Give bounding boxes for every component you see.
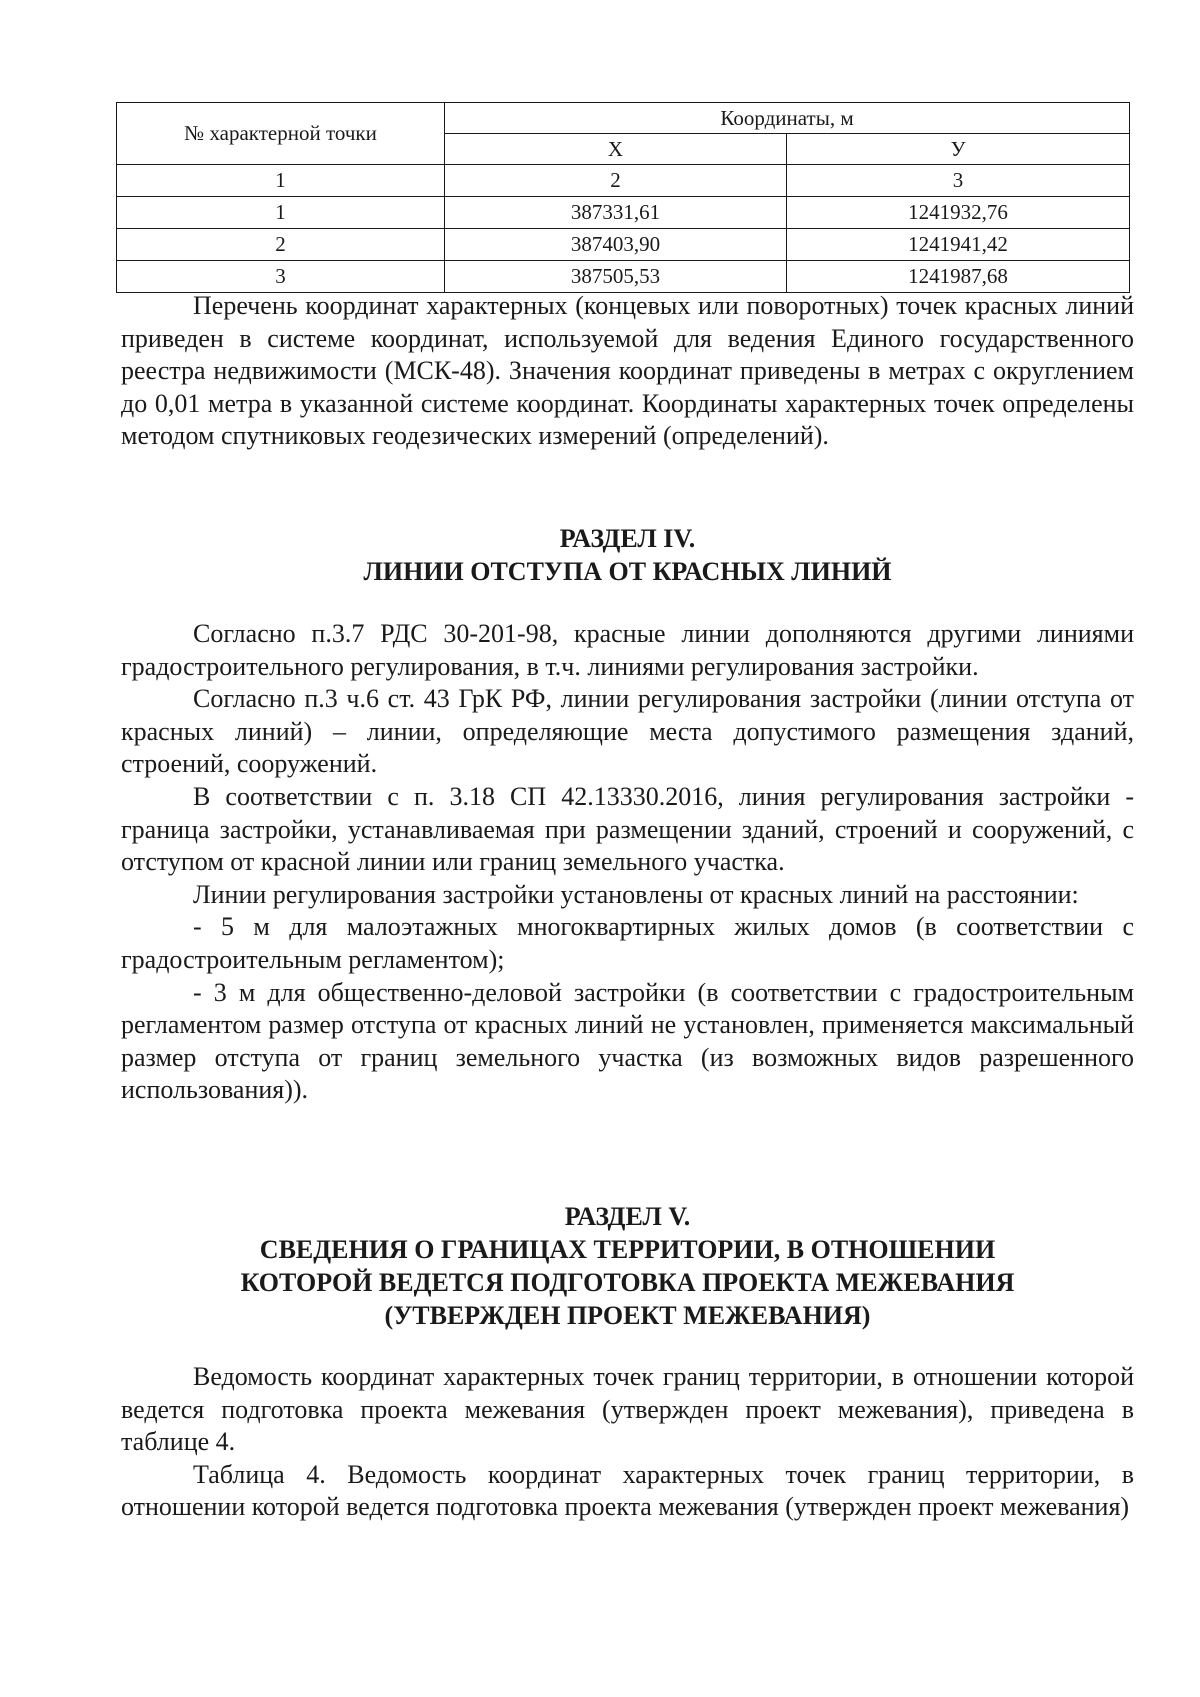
paragraph: Ведомость координат характерных точек границ территории, в отношении которой ведется подготовка проекта межевания (утвержден проект межевания), приведена в таблице 4. bbox=[121, 1362, 1134, 1457]
list-item: - 3 м для общественно-деловой застройки (в соответствии с градостроительным регламентом размер отступа от красных линий не установлен, применяется максимальный размер отступа от границ земельного участка (из возможных видов разрешенного использования)). bbox=[121, 977, 1134, 1105]
table-caption: Таблица 4. Ведомость координат характерных точек границ территории, в отношении которой ведется подготовка проекта межевания (утвержден проект межевания) bbox=[121, 1459, 1134, 1522]
section4-body bbox=[121, 618, 1134, 1107]
section4-heading bbox=[121, 522, 1134, 588]
x-value: 387403,90 bbox=[445, 229, 787, 261]
x-value: 387505,53 bbox=[445, 261, 787, 293]
point-number: 2 bbox=[117, 229, 445, 261]
intro-paragraph: Перечень координат характерных (концевых или поворотных) точек красных линий приведен в системе координат, используемой для ведения Единого государственного реестра недвижимости (МСК-48). Значения координат приведены в метрах с округлением до 0,01 метра в указанной системе координат. Координаты характерных точек определены методом спутниковых геодезических измерений (определений). bbox=[121, 291, 1134, 451]
y-value: 1241987,68 bbox=[787, 261, 1130, 293]
section4-title-number: РАЗДЕЛ IV. bbox=[559, 524, 696, 553]
section5-title-line: (УТВЕРЖДЕН ПРОЕКТ МЕЖЕВАНИЯ) bbox=[384, 1301, 871, 1330]
y-value: 1241932,76 bbox=[787, 197, 1130, 229]
paragraph: Линии регулирования застройки установлены от красных линий на расстоянии: bbox=[193, 879, 1079, 909]
point-number: 1 bbox=[117, 197, 445, 229]
paragraph: Согласно п.3 ч.6 ст. 43 ГрК РФ, линии регулирования застройки (линии отступа от красных линий) – линии, определяющие места допустимого размещения зданий, строений, сооружений. bbox=[121, 684, 1134, 779]
column-number-row bbox=[117, 165, 1130, 197]
section5-heading bbox=[121, 1200, 1134, 1332]
table-row bbox=[117, 229, 1130, 261]
section4-title: ЛИНИИ ОТСТУПА ОТ КРАСНЫХ ЛИНИЙ bbox=[363, 557, 892, 586]
point-number-header: № характерной точки bbox=[117, 103, 445, 165]
table-row bbox=[117, 197, 1130, 229]
section5-title-line: СВЕДЕНИЯ О ГРАНИЦАХ ТЕРРИТОРИИ, В ОТНОШЕНИИ bbox=[259, 1235, 996, 1264]
section5-title-number: РАЗДЕЛ V. bbox=[564, 1202, 691, 1231]
point-number: 3 bbox=[117, 261, 445, 293]
table-header-row bbox=[117, 103, 1130, 134]
list-item: - 5 м для малоэтажных многоквартирных жилых домов (в соответствии с градостроительным регламентом); bbox=[121, 912, 1134, 974]
section5-title-line: КОТОРОЙ ВЕДЕТСЯ ПОДГОТОВКА ПРОЕКТА МЕЖЕВАНИЯ bbox=[240, 1268, 1015, 1297]
x-header: Х bbox=[445, 134, 787, 165]
column-number: 2 bbox=[445, 165, 787, 197]
y-header: У bbox=[787, 134, 1130, 165]
paragraph: Согласно п.3.7 РДС 30-201-98, красные линии дополняются другими линиями градостроительного регулирования, в т.ч. линиями регулирования застройки. bbox=[121, 619, 1134, 681]
y-value: 1241941,42 bbox=[787, 229, 1130, 261]
column-number: 3 bbox=[787, 165, 1130, 197]
section5-body bbox=[121, 1361, 1134, 1524]
x-value: 387331,61 bbox=[445, 197, 787, 229]
table-row bbox=[117, 261, 1130, 293]
column-number: 1 bbox=[117, 165, 445, 197]
coordinates-header: Координаты, м bbox=[445, 103, 1130, 134]
coordinates-table bbox=[116, 102, 1130, 293]
paragraph: В соответствии с п. 3.18 СП 42.13330.2016, линия регулирования застройки - граница застройки, устанавливаемая при размещении зданий, строений и сооружений, с отступом от красной линии или границ земельного участка. bbox=[121, 781, 1134, 877]
intro-text-block bbox=[121, 290, 1134, 453]
